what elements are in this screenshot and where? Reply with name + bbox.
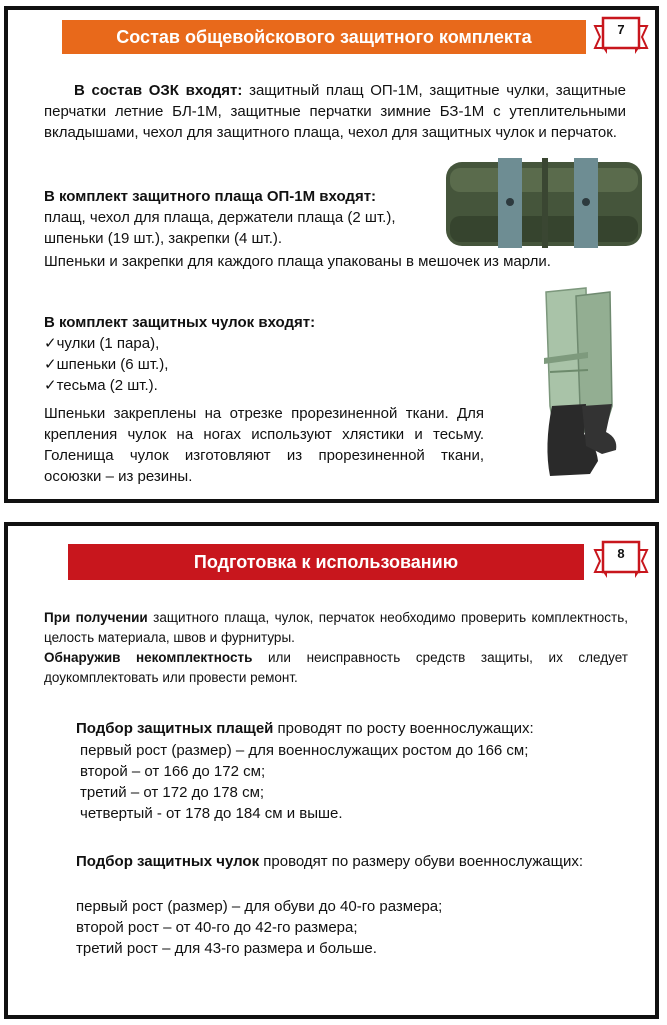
cloak-size-4: четвертый - от 178 до 184 см и выше. [80,805,343,822]
stocking-size-1: первый рост (размер) – для обуви до 40-го размера; [76,898,443,915]
incomplete-text: или неисправность средств защиты, их следует доукомплектовать или провести ремонт. [44,650,628,685]
cloak-sizes-list [80,740,640,824]
receipt-paragraph [44,608,628,648]
cloak-kit-line-1: плащ, чехол для плаща, держатели плаща (2 шт.), [44,209,396,226]
stockings-item-2: ✓шпеньки (6 шт.), [44,356,169,373]
incomplete-bold: Обнаружив некомплектность [44,650,253,665]
cloak-size-1: первый рост (размер) – для военнослужащих ростом до 166 см; [80,742,529,759]
page-badge-7 [593,12,649,60]
stockings-kit-block [44,312,484,396]
ozk-composition-paragraph [44,80,626,143]
stockings-item-3: ✓тесьма (2 шт.). [44,377,158,394]
receipt-bold: При получении [44,610,148,625]
page-number-7: 7 [617,22,625,37]
slide-8-title: Подготовка к использованию [68,544,584,580]
slide-8 [4,522,659,1019]
check-icon: ✓ [44,377,57,394]
page-number-8: 8 [617,546,625,561]
stockings-image [526,286,626,486]
cloak-sizing-bold: Подбор защитных плащей [76,720,274,737]
stocking-size-3: третий рост – для 43-го размера и больше. [76,940,377,957]
cloak-kit-heading: В комплект защитного плаща ОП-1М входят: [44,188,377,205]
cloak-kit-block [44,186,444,249]
stockings-kit-heading: В комплект защитных чулок входят: [44,314,316,331]
stocking-size-2: второй рост – от 40-го до 42-го размера; [76,919,358,936]
stocking-sizes-list [76,896,636,959]
stockings-item-1: ✓чулки (1 пара), [44,335,160,352]
cloak-kit-line-3: Шпеньки и закрепки для каждого плаща упакованы в мешочек из марли. [44,253,551,270]
ozk-composition-text: защитный плащ ОП-1М, защитные чулки, защитные перчатки летние БЛ-1М, защитные перчатки зимние БЗ-1М с утеплительными вкладышами, чехол для защитного плаща, чехол для защитных чулок и перчаток. [44,82,626,141]
stocking-sizing-text: проводят по размеру обуви военнослужащих: [259,853,584,870]
incomplete-paragraph [44,648,628,688]
cloak-size-2: второй – от 166 до 172 см; [80,763,266,780]
check-icon: ✓ [44,335,57,352]
stocking-sizing-heading [44,851,628,872]
cloak-sizing-text: проводят по росту военнослужащих: [273,720,534,737]
cloak-sizing-heading [76,718,636,739]
receipt-text: защитного плаща, чулок, перчаток необходимо проверить комплектность, целость материала, швов и фурнитуры. [44,610,629,645]
slide-7 [4,6,659,503]
stocking-sizing-bold: Подбор защитных чулок [76,853,260,870]
rolled-cloak-image [444,158,644,248]
stockings-description: Шпеньки закреплены на отрезке прорезиненной ткани. Для крепления чулок на ногах используют хлястики и тесьму. Голенища чулок изготовляют из прорезиненной ткани, осоюзки – из резины. [44,405,484,485]
cloak-kit-line-2: шпеньки (19 шт.), закрепки (4 шт.). [44,230,283,247]
check-icon: ✓ [44,356,57,373]
page-badge-8 [593,536,649,584]
cloak-size-3: третий – от 172 до 178 см; [80,784,265,801]
slide-7-title: Состав общевойскового защитного комплекта [62,20,586,54]
ozk-composition-bold: В состав ОЗК входят: [74,82,243,99]
